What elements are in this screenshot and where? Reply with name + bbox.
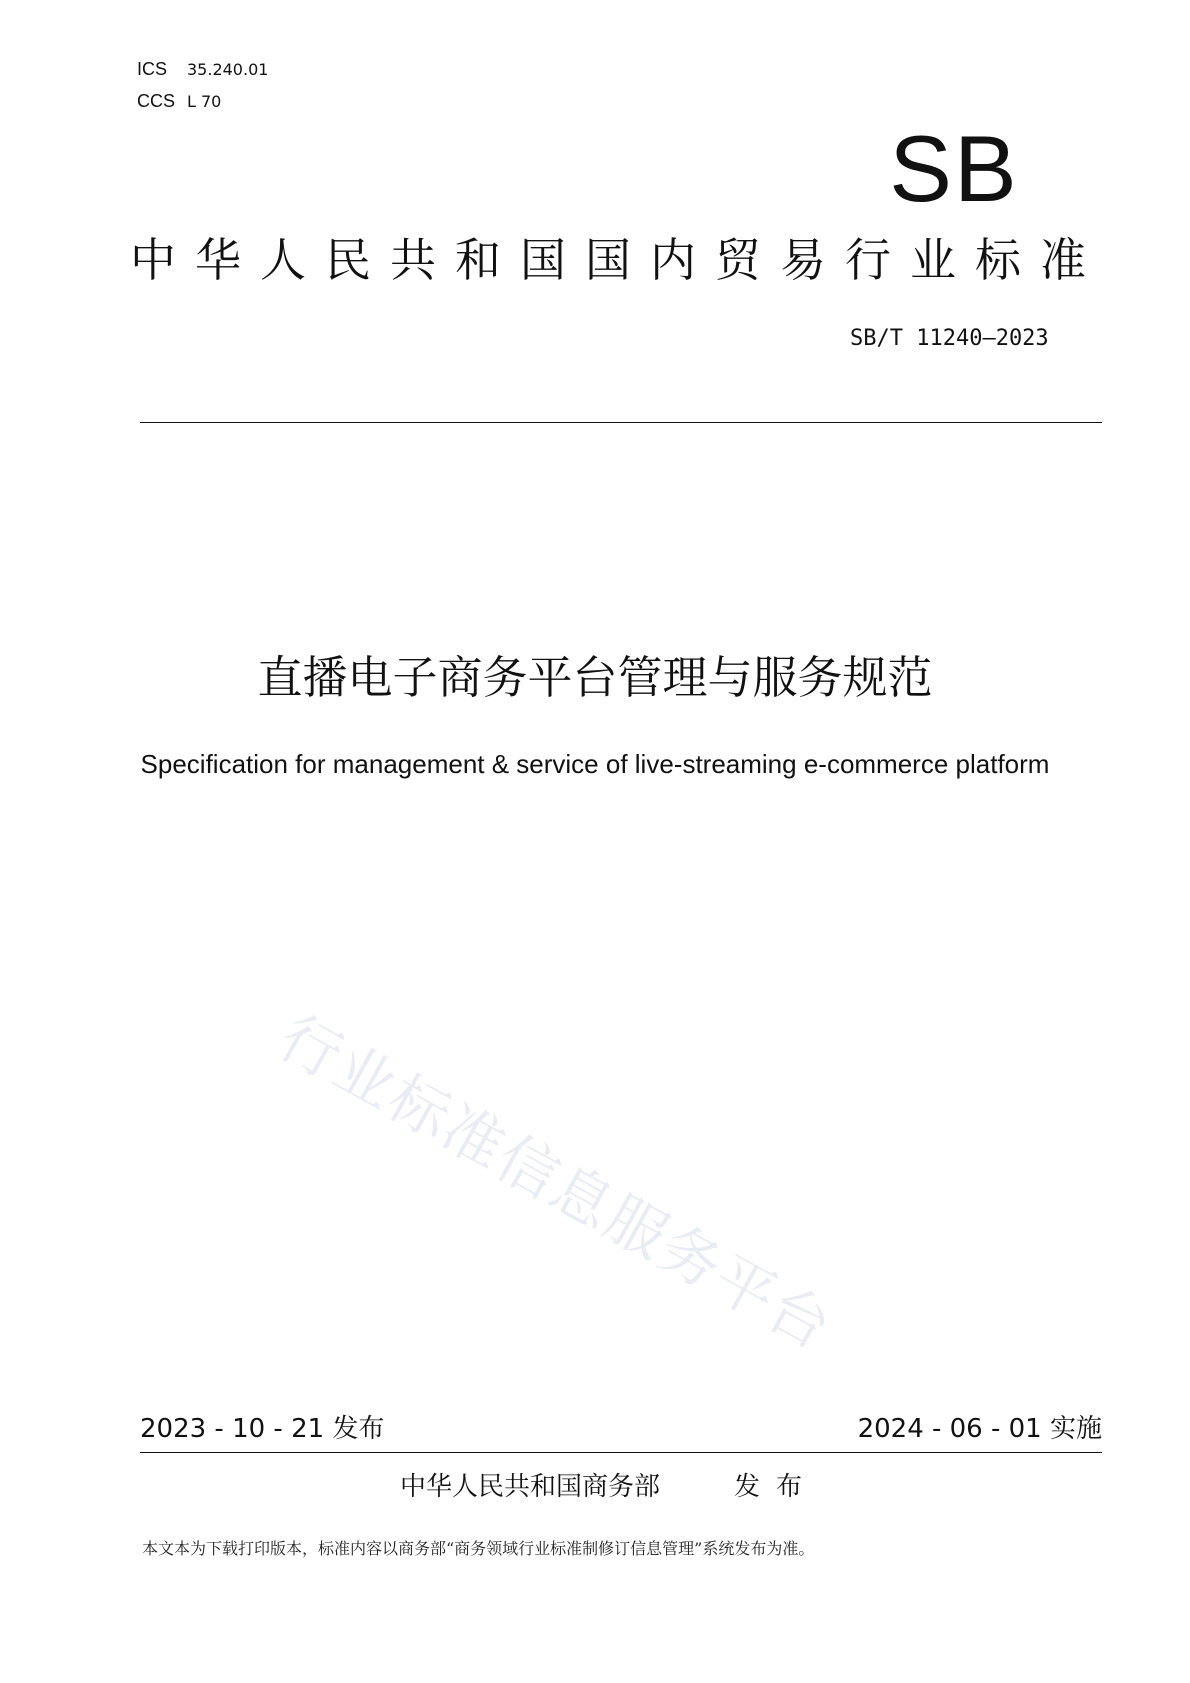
ccs-label: CCS — [137, 91, 176, 111]
ccs-value: L 70 — [187, 92, 222, 111]
download-footnote: 本文本为下载打印版本，标准内容以商务部“商务领域行业标准制修订信息管理”系统发布为准。 — [142, 1539, 815, 1558]
standard-category-title: 中华人民共和国国内贸易行业标准 — [130, 233, 1105, 287]
ics-value: 35.240.01 — [187, 60, 269, 79]
sb-logo: SB — [889, 116, 1019, 221]
implementation-date: 2024 - 06 - 01 实施 — [857, 1414, 1102, 1444]
top-divider — [140, 422, 1102, 423]
release-date: 2023 - 10 - 21 发布 — [140, 1414, 385, 1444]
ccs-code — [137, 90, 221, 113]
bottom-divider — [140, 1452, 1102, 1453]
document-title-zh: 直播电子商务平台管理与服务规范 — [257, 651, 933, 704]
issuing-action: 发布 — [734, 1472, 819, 1502]
document-title-en: Specification for management & service of live-streaming e-commerce platform — [140, 749, 1050, 779]
ics-label: ICS — [137, 59, 168, 79]
standard-number: SB/T 11240—2023 — [850, 326, 1049, 351]
watermark: 行业标准信息服务平台 — [267, 1002, 844, 1365]
ics-code — [137, 58, 268, 81]
issuing-organization: 中华人民共和国商务部 — [400, 1472, 661, 1502]
